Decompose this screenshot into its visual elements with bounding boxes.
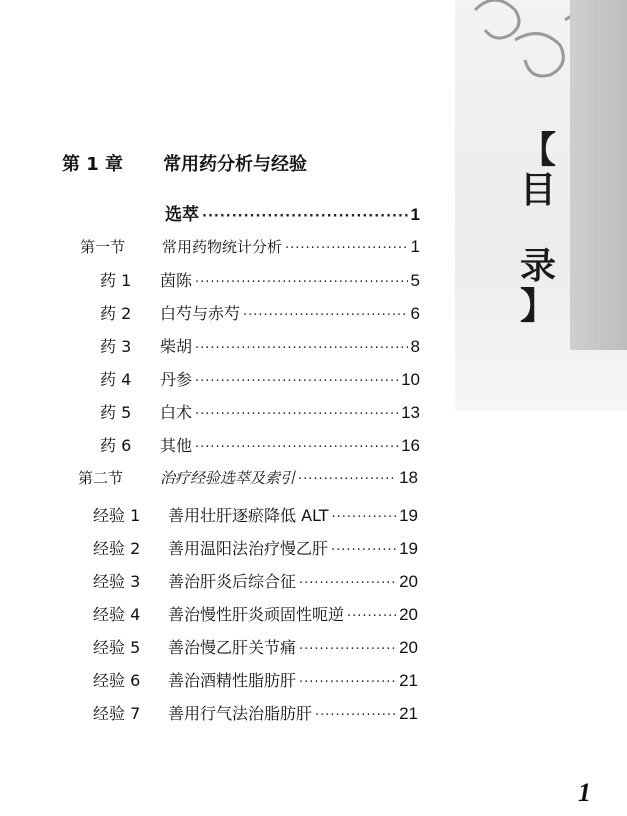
toc-entry-exp-1[interactable] [93, 503, 418, 526]
leader-dots [299, 675, 396, 690]
entry-title: 其他 [160, 436, 193, 455]
toc-entry-section-2[interactable] [78, 467, 418, 488]
entry-title: 善用行气法治脂肪肝 [168, 704, 313, 723]
page-number: 6 [410, 304, 420, 323]
leader-dots [195, 440, 398, 455]
page-number: 5 [410, 271, 420, 290]
toc-entry-med-4[interactable] [100, 367, 420, 390]
chapter-heading-cont[interactable] [165, 200, 420, 225]
page-number: 19 [399, 539, 418, 558]
leader-dots [331, 543, 396, 558]
entry-label: 经验 1 [93, 506, 141, 525]
entry-title: 善用壮肝逐瘀降低 ALT [168, 506, 329, 525]
entry-label: 药 5 [100, 403, 132, 422]
entry-title: 丹参 [160, 370, 193, 389]
page-number: 19 [399, 506, 418, 525]
entry-label: 经验 6 [93, 671, 141, 690]
leader-dots [299, 576, 396, 591]
contents-bracket-open: 【 [519, 129, 556, 171]
section-label: 第二节 [78, 469, 124, 487]
leader-dots [202, 209, 408, 224]
toc-entry-med-3[interactable] [100, 334, 420, 357]
leader-dots [195, 407, 398, 422]
entry-title: 善治肝炎后综合征 [168, 572, 297, 591]
toc-entry-exp-4[interactable] [93, 602, 418, 625]
entry-title: 善治酒精性脂肪肝 [168, 671, 297, 690]
page-number: 16 [401, 436, 420, 455]
toc-entry-med-2[interactable] [100, 301, 420, 324]
entry-label: 药 6 [100, 436, 132, 455]
page-number: 21 [399, 704, 418, 723]
toc-entry-med-5[interactable] [100, 400, 420, 423]
entry-label: 药 2 [100, 304, 132, 323]
entry-label: 经验 7 [93, 704, 141, 723]
page-number: 1 [410, 237, 420, 256]
page-number: 20 [399, 605, 418, 624]
contents-char-mu: 目 [519, 169, 556, 211]
contents-char-lu: 录 [519, 245, 556, 287]
toc-entry-exp-7[interactable] [93, 701, 418, 724]
entry-label: 药 3 [100, 337, 132, 356]
entry-label: 经验 5 [93, 638, 141, 657]
section-title: 治疗经验选萃及索引 [160, 469, 296, 487]
chapter-title-line1: 常用药分析与经验 [163, 154, 308, 175]
sidebar-strip [570, 0, 627, 350]
folio-page-number: 1 [578, 778, 591, 807]
leader-dots [298, 472, 396, 487]
entry-label: 经验 3 [93, 572, 141, 591]
leader-dots [347, 609, 396, 624]
chapter-title-line2: 选萃 [165, 205, 199, 225]
chapter-heading [62, 150, 307, 176]
chapter-label: 第 1 章 [62, 154, 124, 175]
entry-title: 善治慢乙肝关节痛 [168, 638, 297, 657]
section-title: 常用药物统计分析 [162, 238, 283, 256]
toc-entry-exp-6[interactable] [93, 668, 418, 691]
entry-title: 善治慢性肝炎顽固性呃逆 [168, 605, 345, 624]
leader-dots [332, 510, 397, 525]
entry-label: 经验 2 [93, 539, 141, 558]
entry-title: 善用温阳法治疗慢乙肝 [168, 539, 329, 558]
page-number: 20 [399, 638, 418, 657]
toc-entry-med-1[interactable] [100, 268, 420, 291]
toc-entry-section-1[interactable] [80, 236, 420, 257]
leader-dots [195, 374, 398, 389]
entry-label: 经验 4 [93, 605, 141, 624]
page-number: 8 [410, 337, 420, 356]
leader-dots [285, 241, 408, 256]
page-number: 21 [399, 671, 418, 690]
toc-entry-exp-3[interactable] [93, 569, 418, 592]
toc-entry-exp-5[interactable] [93, 635, 418, 658]
page-number: 20 [399, 572, 418, 591]
entry-title: 白术 [160, 403, 193, 422]
leader-dots [195, 275, 408, 290]
page-number: 13 [401, 403, 420, 422]
entry-title: 白芍与赤芍 [160, 304, 241, 323]
section-label: 第一节 [80, 238, 126, 256]
entry-label: 药 1 [100, 271, 132, 290]
contents-heading [515, 129, 561, 327]
page-number: 10 [401, 370, 420, 389]
leader-dots [315, 708, 396, 723]
contents-bracket-close: 】 [519, 285, 556, 327]
toc-entry-med-6[interactable] [100, 433, 420, 456]
toc-entry-exp-2[interactable] [93, 536, 418, 559]
leader-dots [195, 341, 408, 356]
entry-label: 药 4 [100, 370, 132, 389]
entry-title: 茵陈 [160, 271, 193, 290]
leader-dots [299, 642, 396, 657]
leader-dots [243, 308, 408, 323]
entry-title: 柴胡 [160, 337, 193, 356]
page-number: 18 [399, 468, 418, 487]
page-number: 1 [410, 205, 420, 224]
